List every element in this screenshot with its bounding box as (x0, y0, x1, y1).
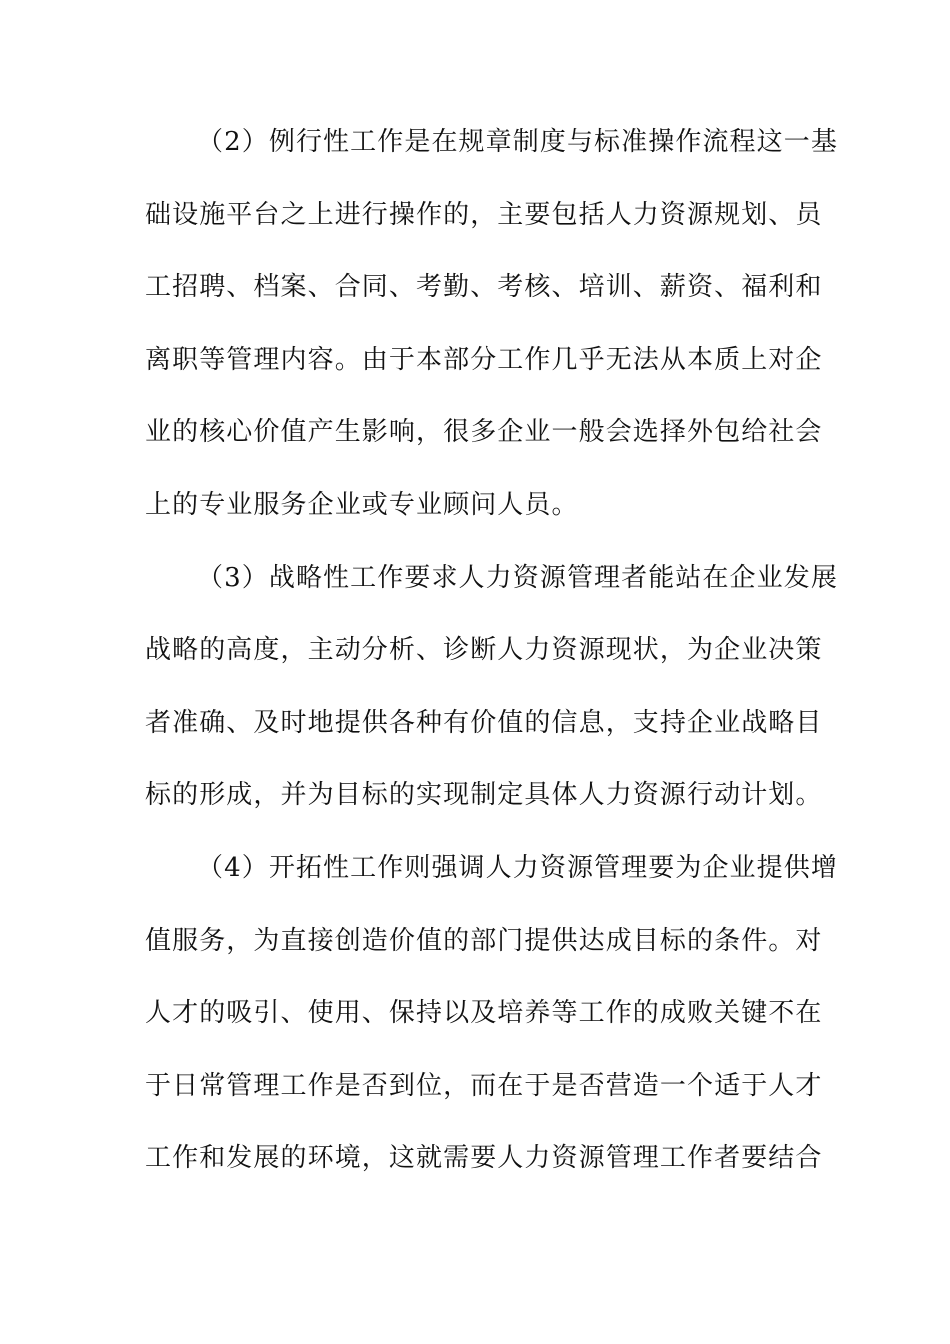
paragraph-line: 离职等管理内容。由于本部分工作几乎无法从本质上对企 (145, 344, 823, 375)
paragraph-line: 业的核心价值产生影响，很多企业一般会选择外包给社会 (145, 417, 823, 448)
document-body (145, 116, 838, 1205)
paragraph-line: 上的专业服务企业或专业顾问人员。 (145, 489, 579, 520)
paragraph-2 (145, 116, 838, 552)
paragraph-line: 工作和发展的环境，这就需要人力资源管理工作者要结合 (145, 1143, 823, 1174)
paragraph-line: 者准确、及时地提供各种有价值的信息，支持企业战略目 (145, 707, 823, 738)
paragraph-line: 标的形成，并为目标的实现制定具体人力资源行动计划。 (145, 780, 823, 811)
paragraph-line: （2）例行性工作是在规章制度与标准操作流程这一基 (197, 127, 838, 157)
paragraph-line: 于日常管理工作是否到位，而在于是否营造一个适于人才 (145, 1070, 823, 1101)
paragraph-line: 值服务，为直接创造价值的部门提供达成目标的条件。对 (145, 925, 823, 956)
paragraph-line: 础设施平台之上进行操作的，主要包括人力资源规划、员 (145, 199, 823, 230)
paragraph-line: （3）战略性工作要求人力资源管理者能站在企业发展 (197, 562, 838, 593)
paragraph-line: 战略的高度，主动分析、诊断人力资源现状，为企业决策 (145, 635, 823, 666)
paragraph-3 (145, 552, 838, 842)
paragraph-line: 工招聘、档案、合同、考勤、考核、培训、薪资、福利和 (145, 272, 823, 303)
paragraph-4 (145, 842, 838, 1205)
paragraph-line: （4）开拓性工作则强调人力资源管理要为企业提供增 (197, 852, 838, 883)
paragraph-line: 人才的吸引、使用、保持以及培养等工作的成败关键不在 (145, 998, 823, 1029)
